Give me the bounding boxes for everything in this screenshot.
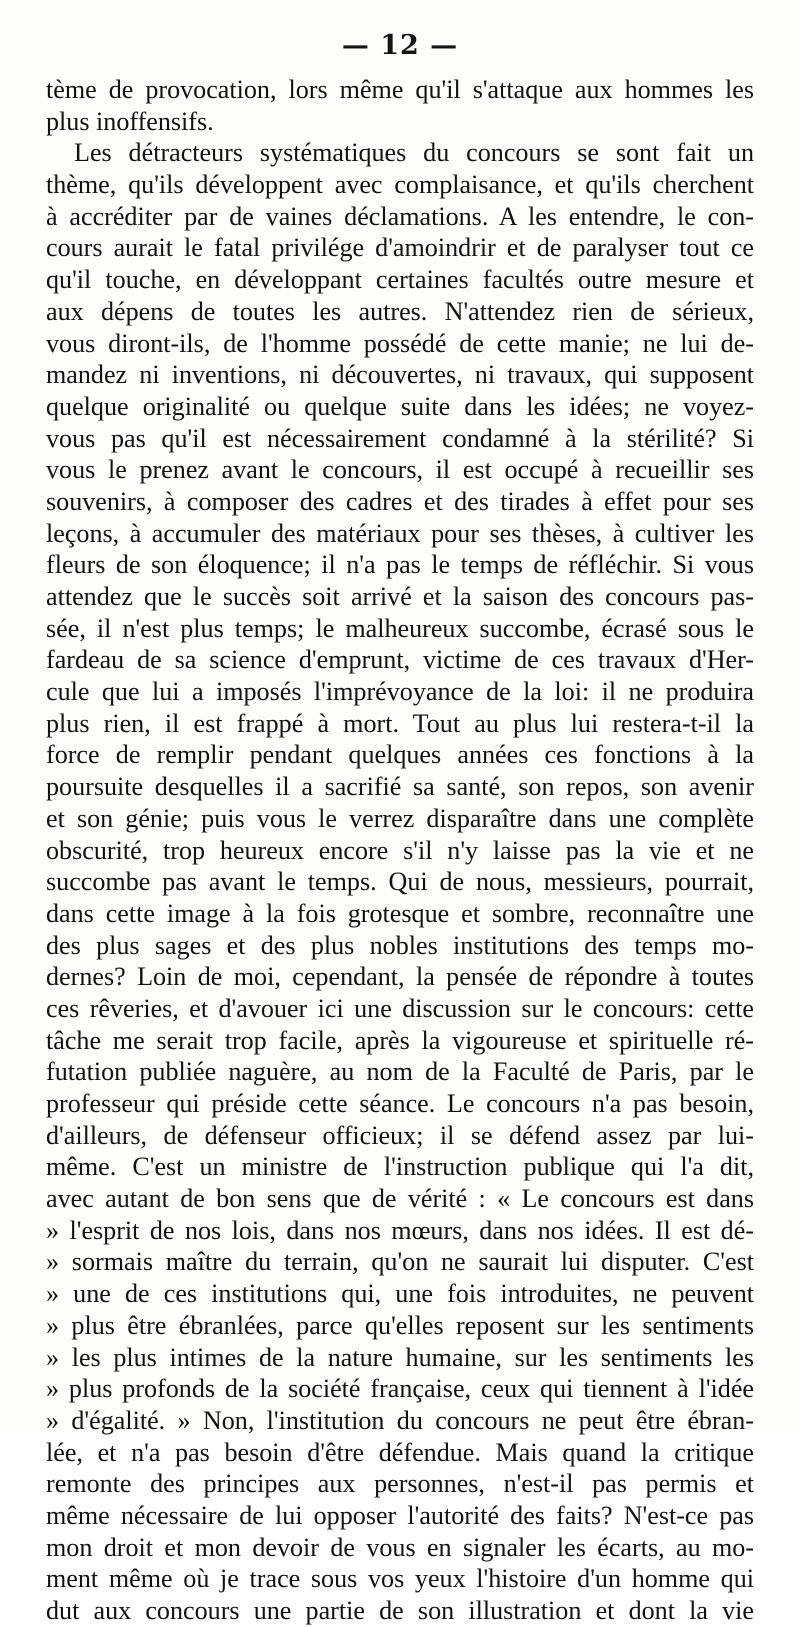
text-line: ces rêveries, et d'avouer ici une discussion sur le concours: cette	[46, 993, 754, 1023]
body-text	[46, 74, 754, 1627]
text-line: remonte des principes aux personnes, n'est-il pas permis et	[46, 1469, 754, 1499]
text-line: obscurité, trop heureux encore s'il n'y laisse pas la vie et ne	[46, 835, 754, 865]
text-line: fardeau de sa science d'emprunt, victime de ces travaux d'Her-	[46, 645, 754, 675]
text-line: cours aurait le fatal privilége d'amoindrir et de paralyser tout ce	[46, 233, 754, 263]
text-line: quelque originalité ou quelque suite dans les idées; ne voyez-	[46, 391, 754, 421]
text-line: futation publiée naguère, au nom de la Faculté de Paris, par le	[46, 1057, 754, 1087]
text-line: poursuite desquelles il a sacrifié sa santé, son repos, son avenir	[46, 772, 754, 802]
text-line: » l'esprit de nos lois, dans nos mœurs, dans nos idées. Il est dé-	[46, 1215, 754, 1245]
text-line: et son génie; puis vous le verrez disparaître dans une complète	[46, 803, 754, 833]
text-line: tème de provocation, lors même qu'il s'attaque aux hommes les	[46, 75, 754, 104]
text-line: ment même où je trace sous vos yeux l'histoire d'un homme qui	[46, 1564, 754, 1594]
text-line: dernes? Loin de moi, cependant, la pensée de répondre à toutes	[46, 962, 754, 992]
text-line: des plus sages et des plus nobles institutions des temps mo-	[46, 930, 754, 960]
text-line: fleurs de son éloquence; il n'a pas le temps de réfléchir. Si vous	[46, 550, 754, 580]
text-line: vous diront-ils, de l'homme possédé de cette manie; ne lui de-	[46, 328, 754, 358]
text-line: leçons, à accumuler des matériaux pour ses thèses, à cultiver les	[46, 518, 754, 548]
text-line: d'ailleurs, de défenseur officieux; il se défend assez par lui-	[46, 1120, 754, 1150]
page-number: — 12 —	[341, 30, 459, 61]
text-line: force de remplir pendant quelques années ces fonctions à la	[46, 740, 754, 770]
text-line: souvenirs, à composer des cadres et des tirades à effet pour ses	[46, 486, 754, 516]
text-line: dans cette image à la fois grotesque et sombre, reconnaître une	[46, 898, 754, 928]
text-line: avec autant de bon sens que de vérité : « Le concours est dans	[46, 1184, 754, 1214]
text-line: à accréditer par de vaines déclamations. A les entendre, le con-	[46, 201, 754, 231]
text-line: même. C'est un ministre de l'instruction publique qui l'a dit,	[46, 1152, 754, 1182]
text-line: » sormais maître du terrain, qu'on ne saurait lui disputer. C'est	[46, 1247, 754, 1277]
text-line: professeur qui préside cette séance. Le concours n'a pas besoin,	[46, 1089, 754, 1118]
text-line: » une de ces institutions qui, une fois introduites, ne peuvent	[46, 1279, 754, 1309]
text-line: attendez que le succès soit arrivé et la saison des concours pas-	[46, 582, 754, 611]
text-line: vous le prenez avant le concours, il est occupé à recueillir ses	[46, 455, 754, 485]
text-line: cule que lui a imposés l'imprévoyance de la loi: il ne produira	[46, 677, 754, 707]
text-line: plus inoffensifs.	[46, 106, 214, 136]
text-line: succombe pas avant le temps. Qui de nous, messieurs, pourrait,	[46, 867, 754, 897]
text-line: thème, qu'ils développent avec complaisance, et qu'ils cherchent	[46, 170, 754, 200]
text-line: » d'égalité. » Non, l'institution du concours ne peut être ébran-	[46, 1405, 754, 1435]
text-line: mon droit et mon devoir de vous en signaler les écarts, au mo-	[46, 1532, 754, 1562]
text-line: qu'il touche, en développant certaines facultés outre mesure et	[46, 265, 754, 295]
text-line: » les plus intimes de la nature humaine, sur les sentiments les	[46, 1342, 754, 1372]
text-line: » plus profonds de la société française, ceux qui tiennent à l'idée	[46, 1374, 754, 1404]
text-line: Les détracteurs systématiques du concours se sont fait un	[74, 138, 754, 168]
text-line: vous pas qu'il est nécessairement condamné à la stérilité? Si	[46, 423, 754, 453]
text-line: plus rien, il est frappé à mort. Tout au plus lui restera-t-il la	[46, 708, 754, 738]
text-line: sée, il n'est plus temps; le malheureux succombe, écrasé sous le	[46, 613, 754, 643]
text-line: dut aux concours une partie de son illustration et dont la vie	[46, 1596, 754, 1625]
text-line: aux dépens de toutes les autres. N'attendez rien de sérieux,	[46, 296, 754, 326]
text-line: tâche me serait trop facile, après la vigoureuse et spirituelle ré-	[46, 1025, 754, 1055]
text-line: lée, et n'a pas besoin d'être défendue. Mais quand la critique	[46, 1437, 754, 1467]
text-line: » plus être ébranlées, parce qu'elles reposent sur les sentiments	[46, 1310, 754, 1340]
text-line: même nécessaire de lui opposer l'autorité des faits? N'est-ce pas	[46, 1500, 754, 1530]
text-line: mandez ni inventions, ni découvertes, ni travaux, qui supposent	[46, 360, 754, 390]
